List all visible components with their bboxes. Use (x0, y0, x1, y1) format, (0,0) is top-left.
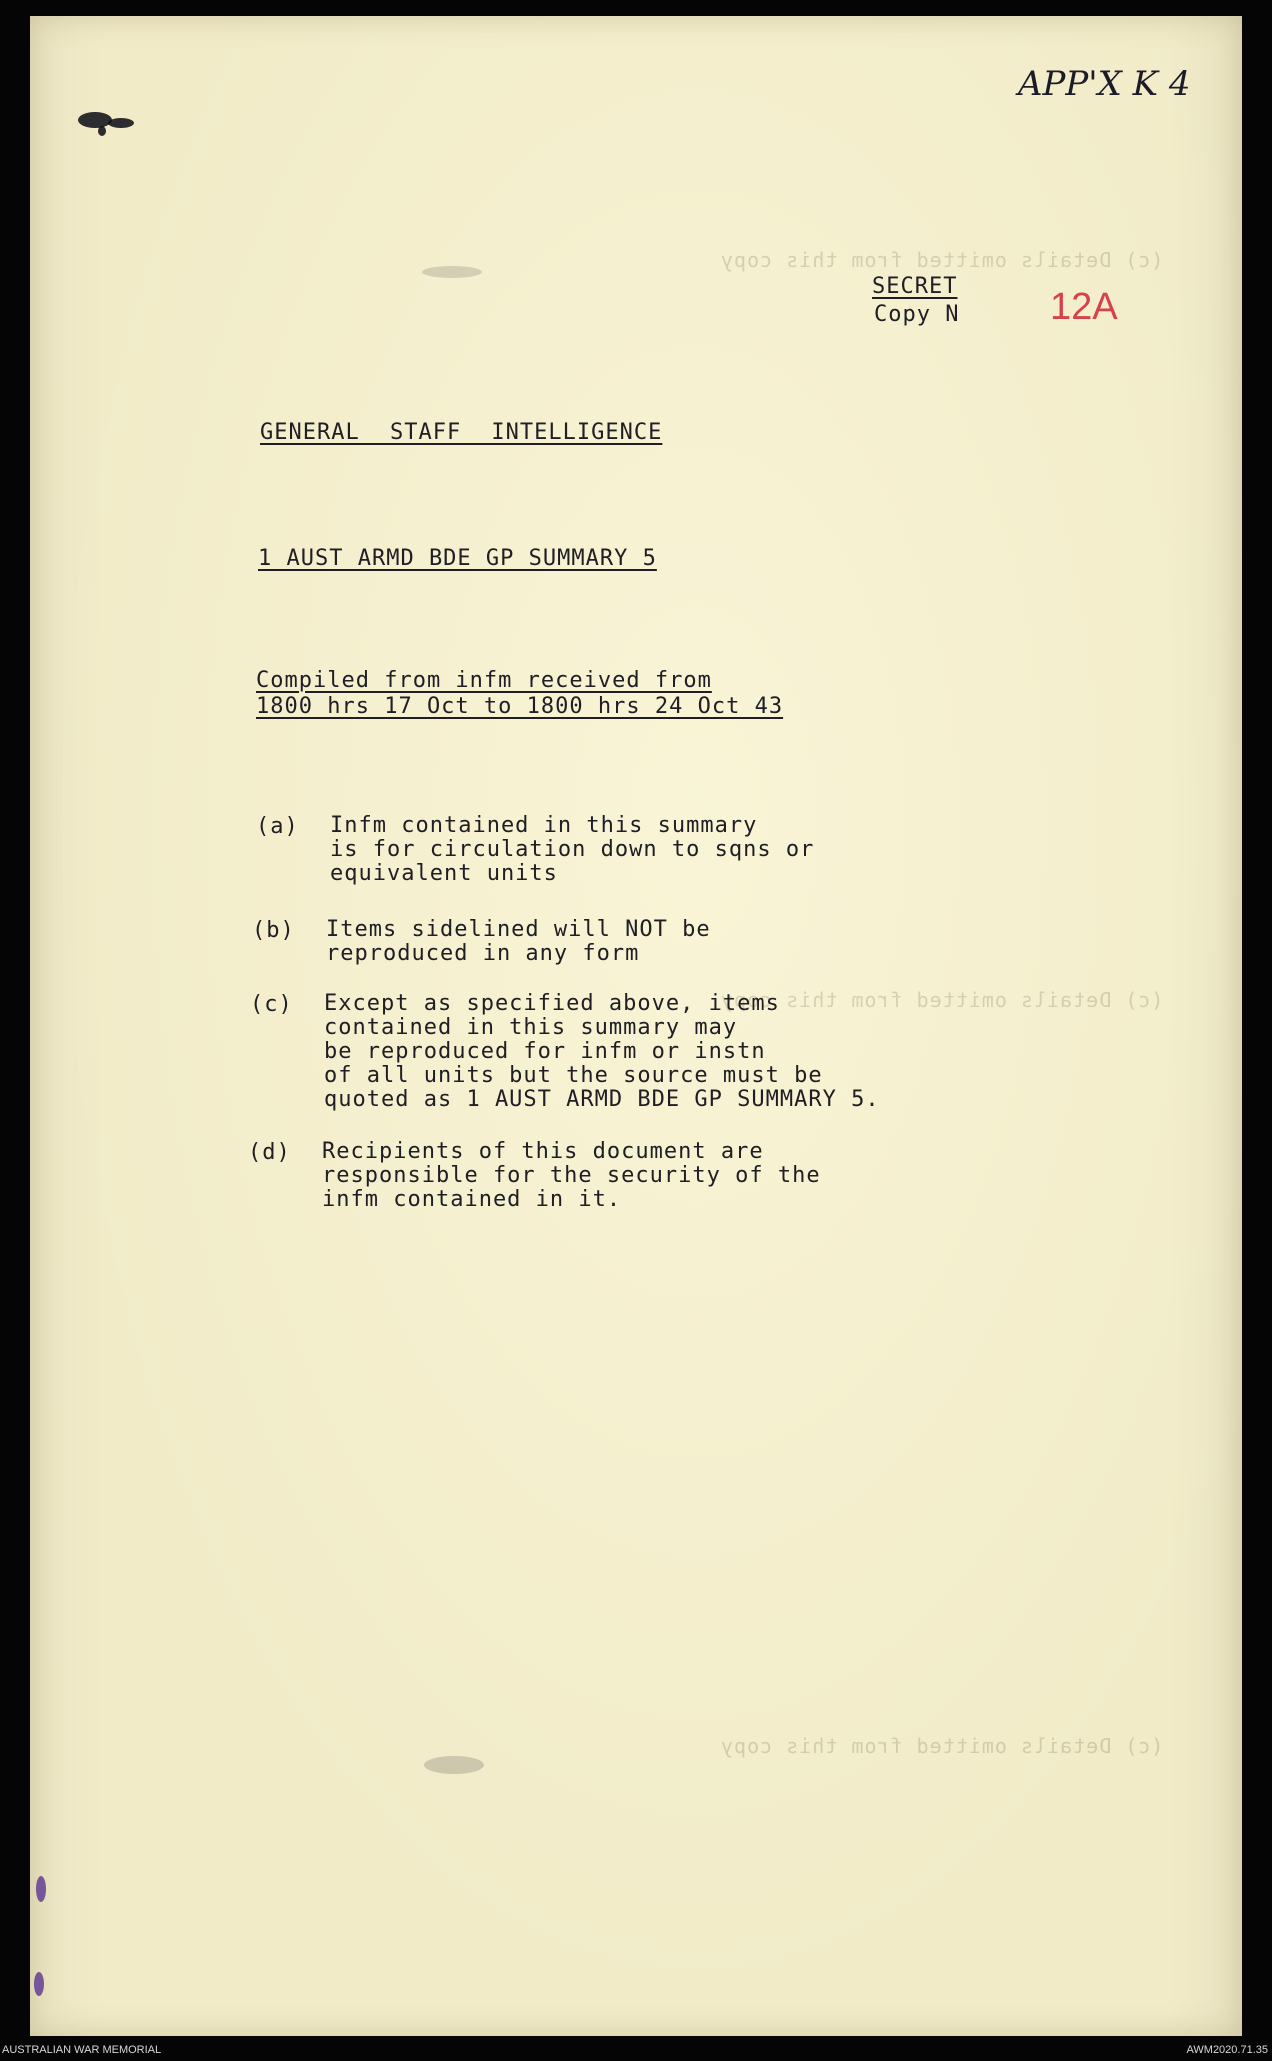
compiled-line-2: 1800 hrs 17 Oct to 1800 hrs 24 Oct 43 (256, 694, 784, 719)
item-line: Items sidelined will NOT be (326, 917, 711, 942)
item-line: reproduced in any form (326, 941, 640, 966)
show-through-text: (c) Details omitted from this copy (720, 988, 1164, 1012)
footer-source: AUSTRALIAN WAR MEMORIAL (2, 2044, 162, 2056)
item-line: quoted as 1 AUST ARMD BDE GP SUMMARY 5. (324, 1087, 880, 1112)
ink-blot (98, 126, 106, 136)
item-line: Recipients of this document are (322, 1139, 764, 1164)
ink-mark (34, 1972, 44, 1996)
item-line: responsible for the security of the (322, 1163, 821, 1188)
smudge (422, 266, 482, 278)
footer-reference: AWM2020.71.35 (1186, 2044, 1268, 2056)
item-line: infm contained in it. (322, 1187, 622, 1212)
item-line: Except as specified above, items (324, 991, 780, 1016)
item-text (322, 1140, 821, 1212)
item-text (330, 814, 814, 886)
copy-number-label: Copy N (874, 302, 960, 327)
item-text (326, 918, 711, 966)
item-line: equivalent units (330, 861, 558, 886)
classification-label: SECRET (872, 274, 958, 299)
item-line: contained in this summary may (324, 1015, 738, 1040)
handwritten-appendix-note: APP'X K 4 (1018, 64, 1191, 104)
item-text (324, 992, 880, 1112)
document-page (30, 16, 1242, 2036)
item-line: be reproduced for infm or instn (324, 1039, 766, 1064)
department-title: GENERAL STAFF INTELLIGENCE (260, 420, 663, 445)
smudge (424, 1756, 484, 1774)
item-label: (a) (256, 814, 299, 839)
compiled-line-1: Compiled from infm received from (256, 668, 712, 693)
show-through-text: (c) Details omitted from this copy (720, 1734, 1164, 1758)
item-label: (c) (250, 992, 293, 1017)
summary-title: 1 AUST ARMD BDE GP SUMMARY 5 (258, 546, 657, 571)
handwritten-copy-number: 12A (1050, 286, 1118, 328)
item-line: of all units but the source must be (324, 1063, 823, 1088)
ink-mark (36, 1876, 46, 1902)
ink-blot (108, 118, 134, 128)
item-label: (d) (248, 1140, 291, 1165)
item-label: (b) (252, 918, 295, 943)
item-line: Infm contained in this summary (330, 813, 758, 838)
item-line: is for circulation down to sqns or (330, 837, 815, 862)
show-through-text: (c) Details omitted from this copy (720, 248, 1164, 272)
ink-blot (78, 112, 112, 128)
